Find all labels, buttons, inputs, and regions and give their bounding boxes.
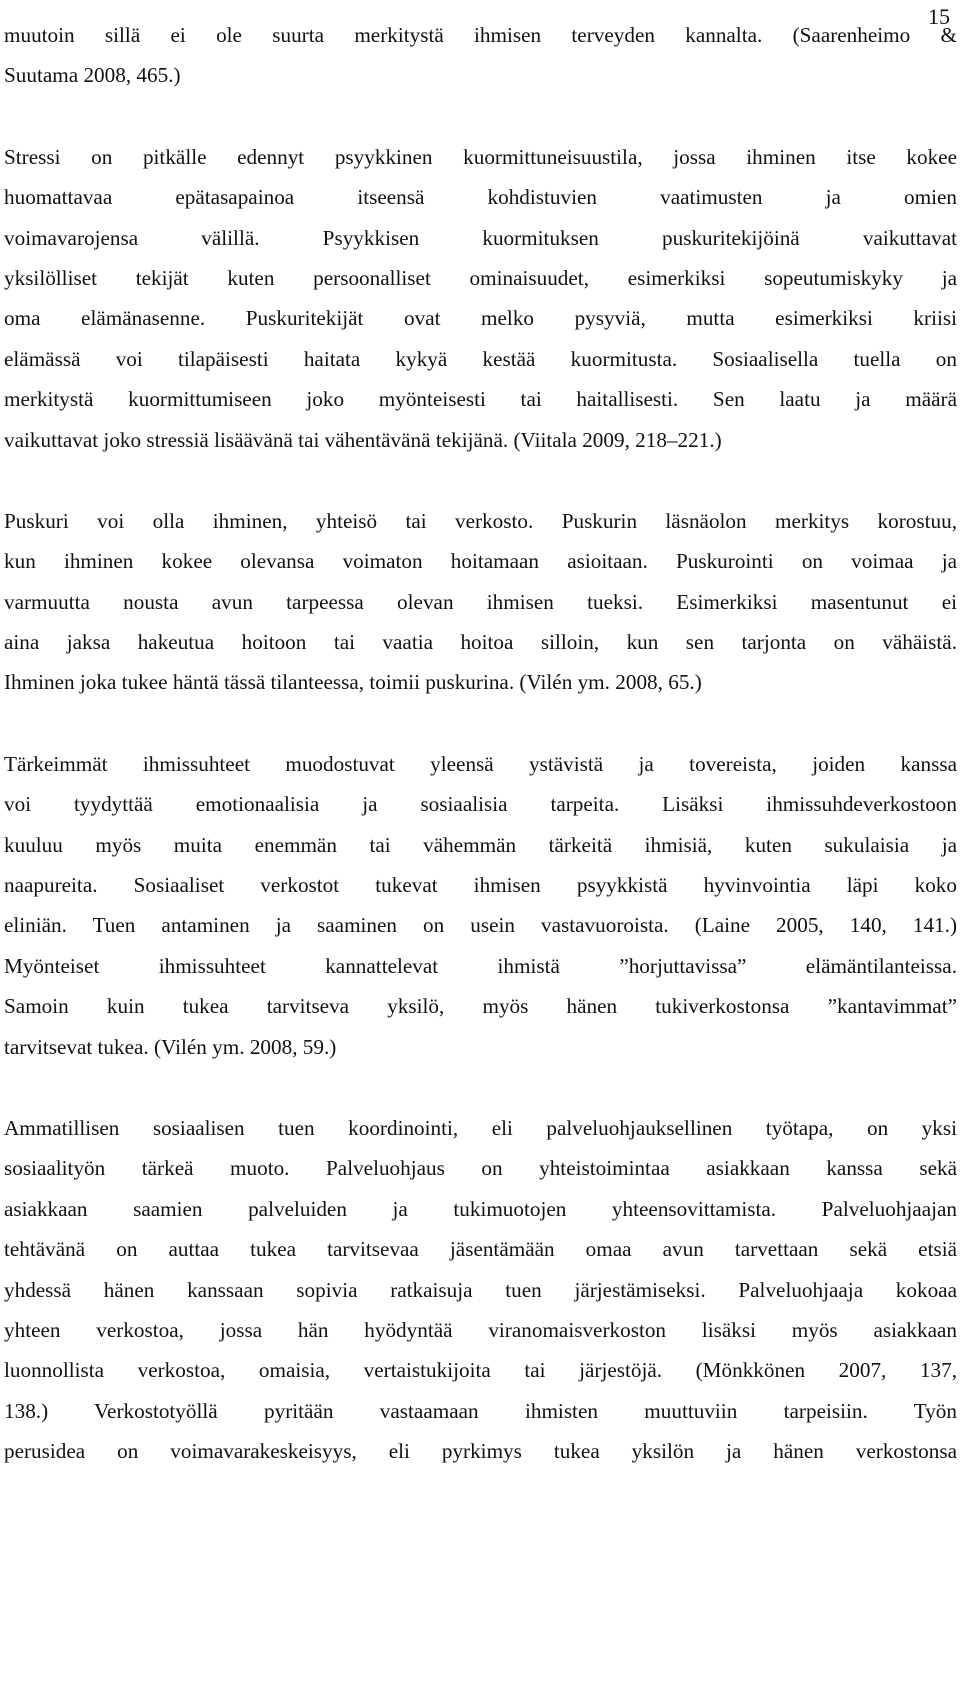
text-line: aina jaksa hakeutua hoitoon tai vaatia hoitoa silloin, kun sen tarjonta on vähäistä.	[4, 630, 957, 655]
paragraph-2	[4, 137, 957, 460]
text-line: voi tyydyttää emotionaalisia ja sosiaalisia tarpeita. Lisäksi ihmissuhdeverkostoon	[4, 792, 957, 817]
paragraph-5	[4, 1108, 957, 1472]
text-line: oma elämänasenne. Puskuritekijät ovat melko pysyviä, mutta esimerkiksi kriisi	[4, 306, 957, 331]
text-line: Tärkeimmät ihmissuhteet muodostuvat yleensä ystävistä ja tovereista, joiden kanssa	[4, 751, 957, 776]
page-number: 15	[928, 4, 950, 29]
paragraph-4	[4, 744, 957, 1067]
text-line: 138.) Verkostotyöllä pyritään vastaamaan ihmisten muuttuviin tarpeisiin. Työn	[4, 1398, 957, 1423]
text-line: sosiaalityön tärkeä muoto. Palveluohjaus on yhteistoimintaa asiakkaan kanssa sekä	[4, 1156, 957, 1181]
text-line: eliniän. Tuen antaminen ja saaminen on usein vastavuoroista. (Laine 2005, 140, 141.)	[4, 913, 957, 938]
text-line: varmuutta nousta avun tarpeessa olevan ihmisen tueksi. Esimerkiksi masentunut ei	[4, 589, 957, 614]
body-text	[4, 15, 957, 1513]
text-line: Samoin kuin tukea tarvitseva yksilö, myös hänen tukiverkostonsa ”kantavimmat”	[4, 994, 957, 1019]
text-line: tehtävänä on auttaa tukea tarvitsevaa jäsentämään omaa avun tarvettaan sekä etsiä	[4, 1237, 957, 1262]
text-line: kun ihminen kokee olevansa voimaton hoitamaan asioitaan. Puskurointi on voimaa ja	[4, 549, 957, 574]
text-line: merkitystä kuormittumiseen joko myönteisesti tai haitallisesti. Sen laatu ja määrä	[4, 387, 957, 412]
text-line: vaikuttavat joko stressiä lisäävänä tai vähentävänä tekijänä. (Viitala 2009, 218–221.)	[4, 427, 722, 452]
text-line: elämässä voi tilapäisesti haitata kykyä kestää kuormitusta. Sosiaalisella tuella on	[4, 346, 957, 371]
text-line: naapureita. Sosiaaliset verkostot tukevat ihmisen psyykkistä hyvinvointia läpi koko	[4, 873, 957, 898]
text-line: luonnollista verkostoa, omaisia, vertaistukijoita tai järjestöjä. (Mönkkönen 2007, 137,	[4, 1358, 957, 1383]
text-line: Stressi on pitkälle edennyt psyykkinen kuormittuneisuustila, jossa ihminen itse kokee	[4, 144, 957, 169]
paragraph-1	[4, 15, 957, 96]
text-line: tarvitsevat tukea. (Vilén ym. 2008, 59.)	[4, 1034, 337, 1059]
text-line: voimavarojensa välillä. Psyykkisen kuormituksen puskuritekijöinä vaikuttavat	[4, 225, 957, 250]
text-line: perusidea on voimavarakeskeisyys, eli pyrkimys tukea yksilön ja hänen verkostonsa	[4, 1439, 957, 1464]
text-line: asiakkaan saamien palveluiden ja tukimuotojen yhteensovittamista. Palveluohjaajan	[4, 1196, 957, 1221]
text-line: Ammatillisen sosiaalisen tuen koordinointi, eli palveluohjauksellinen työtapa, on yksi	[4, 1115, 957, 1140]
text-line: kuuluu myös muita enemmän tai vähemmän tärkeitä ihmisiä, kuten sukulaisia ja	[4, 832, 957, 857]
text-line: huomattavaa epätasapainoa itseensä kohdistuvien vaatimusten ja omien	[4, 185, 957, 210]
text-line: Suutama 2008, 465.)	[4, 63, 181, 88]
text-line: Myönteiset ihmissuhteet kannattelevat ihmistä ”horjuttavissa” elämäntilanteissa.	[4, 953, 957, 978]
text-line: yhteen verkostoa, jossa hän hyödyntää viranomaisverkoston lisäksi myös asiakkaan	[4, 1317, 957, 1342]
text-line: yksilölliset tekijät kuten persoonalliset ominaisuudet, esimerkiksi sopeutumiskyky ja	[4, 265, 957, 290]
text-line: yhdessä hänen kanssaan sopivia ratkaisuja tuen järjestämiseksi. Palveluohjaaja kokoaa	[4, 1277, 957, 1302]
paragraph-3	[4, 501, 957, 703]
text-line: Ihminen joka tukee häntä tässä tilanteessa, toimii puskurina. (Vilén ym. 2008, 65.)	[4, 670, 702, 695]
text-line: Puskuri voi olla ihminen, yhteisö tai verkosto. Puskurin läsnäolon merkitys korostuu,	[4, 508, 957, 533]
text-line: muutoin sillä ei ole suurta merkitystä ihmisen terveyden kannalta. (Saarenheimo &	[4, 23, 957, 47]
